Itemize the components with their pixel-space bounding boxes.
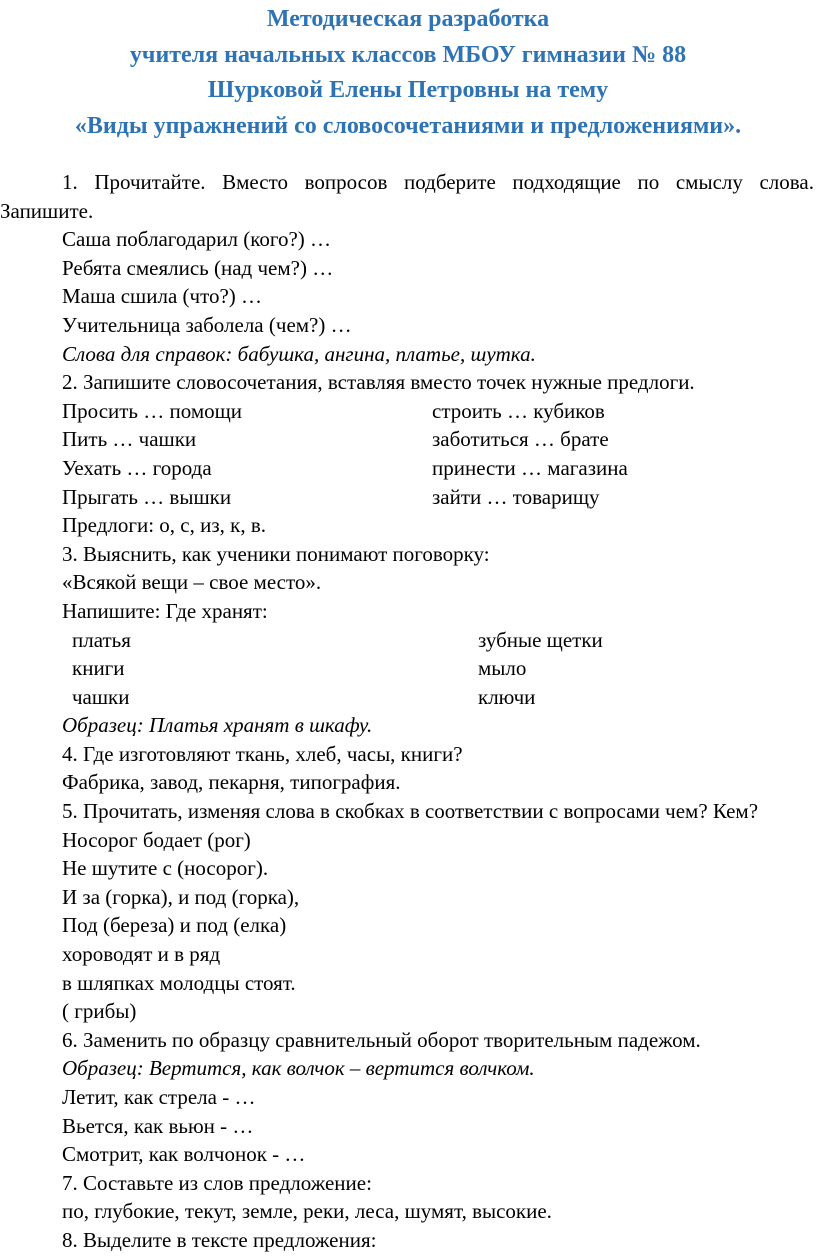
task3-row-1-left: платья [72, 627, 131, 652]
task2-row-1-left: Просить … помощи [62, 398, 243, 423]
task8-heading: 8. Выделите в тексте предложения: [62, 1227, 377, 1252]
task2-row-4-right: зайти … товарищу [432, 484, 600, 509]
document-body [0, 168, 816, 1255]
task1-line-2: Ребята смеялись (над чем?) … [62, 255, 334, 280]
task3-sample: Образец: Платья хранят в шкафу. [62, 713, 373, 738]
task5-heading: 5. Прочитать, изменяя слова в скобках в соответствии с вопросами чем? Кем? [62, 799, 759, 824]
task2-row-3 [0, 454, 816, 483]
task2-row-2-left: Пить … чашки [62, 427, 197, 452]
task1-line-1: Саша поблагодарил (кого?) … [62, 227, 332, 252]
task2-row-2 [0, 425, 816, 454]
task5-line-7: ( грибы) [62, 999, 137, 1024]
task5-line-5: хороводят и в ряд [62, 942, 221, 967]
title-line-2: учителя начальных классов МБОУ гимназии № 88 [129, 41, 687, 68]
task3-row-3-right: ключи [478, 684, 536, 709]
task6-line-1: Летит, как стрела - … [62, 1085, 256, 1109]
task3-row-1 [0, 626, 816, 655]
task7-words: по, глубокие, текут, земле, реки, леса, шумят, высокие. [62, 1199, 552, 1224]
title-line-3: Шурковой Елены Петровны на тему [207, 77, 609, 103]
task2-heading: 2. Запишите словосочетания, вставляя вместо точек нужные предлоги. [62, 370, 695, 395]
task2-row-3-left: Уехать … города [62, 455, 212, 480]
task6-sample: Образец: Вертится, как волчок – вертится волчком. [62, 1056, 535, 1081]
task3-prompt: Напишите: Где хранят: [62, 598, 268, 623]
task6-line-2: Вьется, как вьюн - … [62, 1113, 254, 1138]
task3-row-3-left: чашки [72, 684, 130, 709]
task3-row-2-left: книги [72, 656, 125, 681]
title-line-4: «Виды упражнений со словосочетаниями и предложениями». [74, 112, 742, 139]
task2-row-3-right: принести … магазина [432, 455, 628, 480]
task2-row-2-right: заботиться … брате [432, 427, 609, 452]
title-line-1: Методическая разработка [266, 6, 550, 32]
task2-row-1 [0, 397, 816, 426]
task6-heading: 6. Заменить по образцу сравнительный оборот творительным падежом. [62, 1027, 701, 1052]
document-title [0, 4, 816, 142]
task6-line-3: Смотрит, как волчонок - … [62, 1142, 306, 1167]
task3-proverb: «Всякой вещи – свое место». [62, 570, 322, 595]
task2-row-4 [0, 483, 816, 512]
task5-line-4: Под (береза) и под (елка) [62, 913, 287, 938]
task5-line-2: Не шутите с (носорог). [62, 856, 269, 881]
task5-line-3: И за (горка), и под (горка), [62, 884, 300, 909]
task5-line-6: в шляпках молодцы стоят. [62, 970, 296, 995]
task2-row-1-right: строить … кубиков [432, 398, 605, 423]
task3-heading: 3. Выяснить, как ученики понимают поговорку: [62, 541, 490, 566]
task1-heading: 1. Прочитайте. Вместо вопросов подберите подходящие по смыслу слова. Запишите. [0, 170, 814, 223]
task7-heading: 7. Составьте из слов предложение: [62, 1170, 372, 1195]
task1-hint: Слова для справок: бабушка, ангина, платье, шутка. [62, 341, 536, 366]
task3-row-2-right: мыло [478, 656, 527, 681]
task4-heading: 4. Где изготовляют ткань, хлеб, часы, книги? [62, 741, 463, 766]
task3-row-2 [0, 654, 816, 683]
task1-line-4: Учительница заболела (чем?) … [62, 312, 352, 337]
task3-row-1-right: зубные щетки [478, 627, 603, 652]
task3-row-3 [0, 683, 816, 712]
task5-line-1: Носорог бодает (рог) [62, 827, 251, 852]
document-page [0, 4, 816, 1258]
task4-answer: Фабрика, завод, пекарня, типография. [62, 770, 401, 795]
task1-line-3: Маша сшила (что?) … [62, 284, 263, 309]
task2-prepositions: Предлоги: о, с, из, к, в. [62, 513, 267, 538]
task2-row-4-left: Прыгать … вышки [62, 484, 232, 509]
